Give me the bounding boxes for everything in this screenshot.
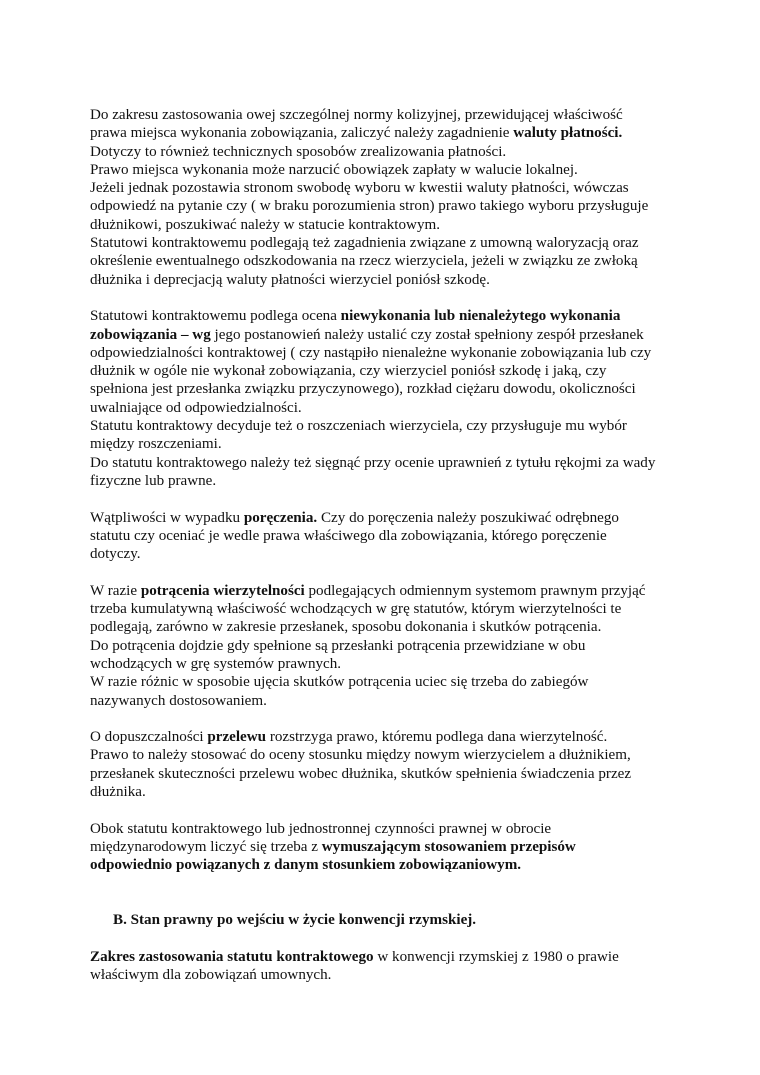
- bold-text: Zakres zastosowania statutu kontraktowego: [90, 948, 374, 965]
- paragraph: [90, 106, 680, 289]
- final-paragraph: [90, 948, 680, 985]
- document-page: [90, 106, 680, 984]
- text-line: Dotyczy to również technicznych sposobów zrealizowania płatności.: [90, 143, 507, 160]
- text-line: zobowiązania – wg jego postanowień należy ustalić czy został spełniony zespół przesłanek: [90, 326, 644, 343]
- text-line: Obok statutu kontraktowego lub jednostronnej czynności prawnej w obrocie: [90, 820, 552, 837]
- paragraph: [90, 509, 680, 564]
- document-body: [90, 106, 680, 874]
- text-line: dłużnik w ogóle nie wykonał zobowiązania, czy wierzyciel poniósł szkodę i jaką, czy: [90, 363, 607, 380]
- text-line: Jeżeli jednak pozostawia stronom swobodę wyboru w kwestii waluty płatności, wówczas: [90, 180, 629, 197]
- text-line: Zakres zastosowania statutu kontraktowego w konwencji rzymskiej z 1980 o prawie: [90, 948, 619, 965]
- bold-text: waluty płatności.: [513, 125, 623, 142]
- text-line: uwalniające od odpowiedzialności.: [90, 399, 302, 416]
- text-line: Do zakresu zastosowania owej szczególnej normy kolizyjnej, przewidującej właściwość: [90, 107, 623, 123]
- paragraph: [90, 728, 680, 801]
- text-line: odpowiedzialności kontraktowej ( czy nastąpiło nienależne wykonanie zobowiązania lub czy: [90, 344, 652, 361]
- text-line: W razie potrącenia wierzytelności podlegających odmiennym systemom prawnym przyjąć: [90, 582, 646, 599]
- text-line: międzynarodowym liczyć się trzeba z wymuszającym stosowaniem przepisów: [90, 838, 576, 855]
- text-line: dłużnika.: [90, 783, 146, 800]
- bold-text: przelewu: [207, 729, 267, 746]
- text-line: Statutowi kontraktowemu podlegają też zagadnienia związane z umowną waloryzacją oraz: [90, 235, 639, 252]
- text-line: przesłanek skuteczności przelewu wobec dłużnika, skutków spełnienia świadczenia przez: [90, 765, 632, 782]
- text-line: Wątpliwości w wypadku poręczenia. Czy do poręczenia należy poszukiwać odrębnego: [90, 509, 619, 526]
- text-line: dłużnikowi, poszukiwać należy w statucie kontraktowym.: [90, 216, 441, 233]
- section-heading: B. Stan prawny po wejściu w życie konwencji rzymskiej.: [113, 912, 477, 929]
- text-line: spełniona jest przesłanka związku przyczynowego), rozkład ciężaru dowodu, okoliczności: [90, 381, 636, 398]
- bold-text: odpowiednio powiązanych z danym stosunkiem zobowiązaniowym.: [90, 857, 522, 874]
- text-line: Statutowi kontraktowemu podlega ocena niewykonania lub nienależytego wykonania: [90, 308, 621, 325]
- paragraph: [90, 307, 680, 490]
- text-line: Prawo to należy stosować do oceny stosunku między nowym wierzycielem a dłużnikiem,: [90, 747, 631, 764]
- text-line: określenie ewentualnego odszkodowania na rzecz wierzyciela, jeżeli w związku ze zwłoką: [90, 253, 638, 270]
- bold-text: poręczenia.: [243, 509, 318, 526]
- text-line: dotyczy.: [90, 546, 141, 563]
- text-line: Do statutu kontraktowego należy też sięgnąć przy ocenie uprawnień z tytułu rękojmi za wady: [90, 454, 656, 471]
- text-line: Prawo miejsca wykonania może narzucić obowiązek zapłaty w walucie lokalnej.: [90, 161, 578, 178]
- text-line: nazywanych dostosowaniem.: [90, 692, 267, 709]
- text-line: dłużnika i deprecjacją waluty płatności wierzyciel poniósł szkodę.: [90, 271, 490, 288]
- text-line: W razie różnic w sposobie ujęcia skutków potrącenia uciec się trzeba do zabiegów: [90, 674, 589, 691]
- text-line: fizyczne lub prawne.: [90, 472, 217, 489]
- text-line: odpowiedź na pytanie czy ( w braku porozumienia stron) prawo takiego wyboru przysługuje: [90, 198, 649, 215]
- text-line: podlegają, zarówno w zakresie przesłanek, sposobu dokonania i skutków potrącenia.: [90, 619, 602, 636]
- text-line: Statutu kontraktowy decyduje też o roszczeniach wierzyciela, czy przysługuje mu wybór: [90, 418, 627, 435]
- text-line: O dopuszczalności przelewu rozstrzyga prawo, któremu podlega dana wierzytelność.: [90, 729, 608, 746]
- text-line: prawa miejsca wykonania zobowiązania, zaliczyć należy zagadnienie waluty płatności.: [90, 125, 623, 142]
- text-line: właściwym dla zobowiązań umownych.: [90, 966, 332, 983]
- text-line: wchodzących w grę systemów prawnych.: [90, 655, 342, 672]
- bold-text: potrącenia wierzytelności: [140, 582, 305, 599]
- paragraph: [90, 582, 680, 710]
- bold-text: zobowiązania – wg: [90, 326, 211, 343]
- text-line: [90, 856, 680, 874]
- text-line: między roszczeniami.: [90, 436, 222, 453]
- text-line: trzeba kumulatywną właściwość wchodzących w grę statutów, którym wierzytelności te: [90, 601, 622, 618]
- bold-text: niewykonania lub nienależytego wykonania: [340, 308, 621, 325]
- text-line: statutu czy oceniać je wedle prawa właściwego dla zobowiązania, którego poręczenie: [90, 527, 607, 544]
- bold-text: wymuszającym stosowaniem przepisów: [321, 838, 576, 855]
- paragraph: [90, 820, 680, 875]
- text-line: Do potrącenia dojdzie gdy spełnione są przesłanki potrącenia przewidziane w obu: [90, 637, 586, 654]
